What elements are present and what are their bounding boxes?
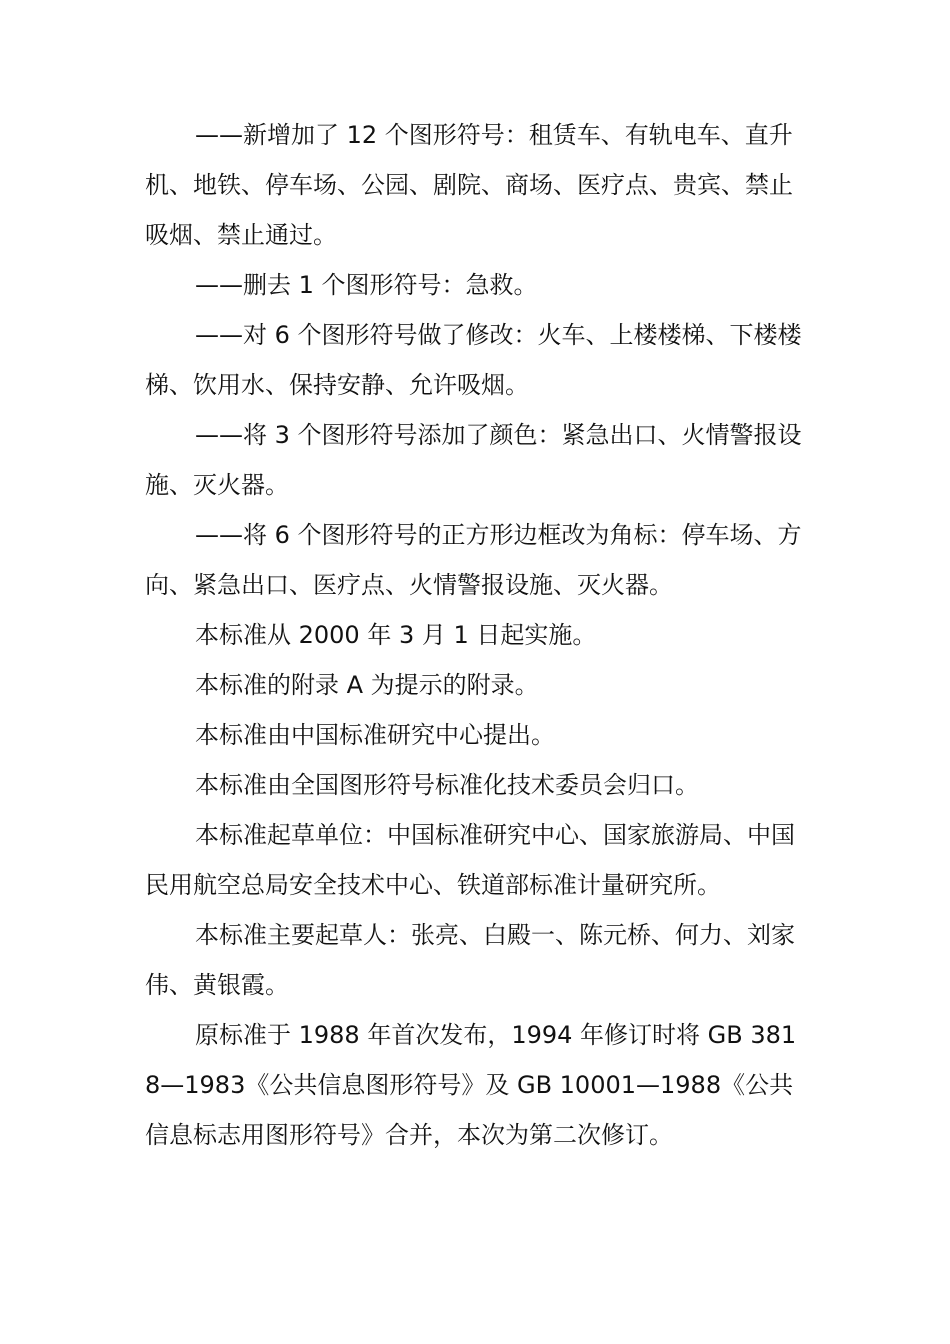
paragraph-drafting-units: 本标准起草单位：中国标准研究中心、国家旅游局、中国民用航空总局安全技术中心、铁道部标准计量研究所。 xyxy=(145,821,795,899)
paragraph-history: 原标准于 1988 年首次发布，1994 年修订时将 GB 3818—1983《公共信息图形符号》及 GB 10001—1988《公共信息标志用图形符号》合并，本次为第二次修订。 xyxy=(145,1021,797,1149)
paragraph-removed-symbols: ——删去 1 个图形符号：急救。 xyxy=(195,271,538,299)
paragraph-effective-date: 本标准从 2000 年 3 月 1 日起实施。 xyxy=(195,621,597,649)
paragraph-committee: 本标准由全国图形符号标准化技术委员会归口。 xyxy=(195,771,699,799)
paragraph-proposer: 本标准由中国标准研究中心提出。 xyxy=(195,721,555,749)
paragraph-colored-symbols: ——将 3 个图形符号添加了颜色：紧急出口、火情警报设施、灭火器。 xyxy=(145,421,802,499)
paragraph-drafters: 本标准主要起草人：张亮、白殿一、陈元桥、何力、刘家伟、黄银霞。 xyxy=(145,921,795,999)
paragraph-appendix: 本标准的附录 A 为提示的附录。 xyxy=(195,671,539,699)
document-body xyxy=(145,110,805,1160)
paragraph-corner-mark-symbols: ——将 6 个图形符号的正方形边框改为角标：停车场、方向、紧急出口、医疗点、火情警报设施、灭火器。 xyxy=(145,521,802,599)
paragraph-modified-symbols: ——对 6 个图形符号做了修改：火车、上楼楼梯、下楼楼梯、饮用水、保持安静、允许吸烟。 xyxy=(145,321,802,399)
paragraph-added-symbols: ——新增加了 12 个图形符号：租赁车、有轨电车、直升机、地铁、停车场、公园、剧院、商场、医疗点、贵宾、禁止吸烟、禁止通过。 xyxy=(145,121,793,249)
